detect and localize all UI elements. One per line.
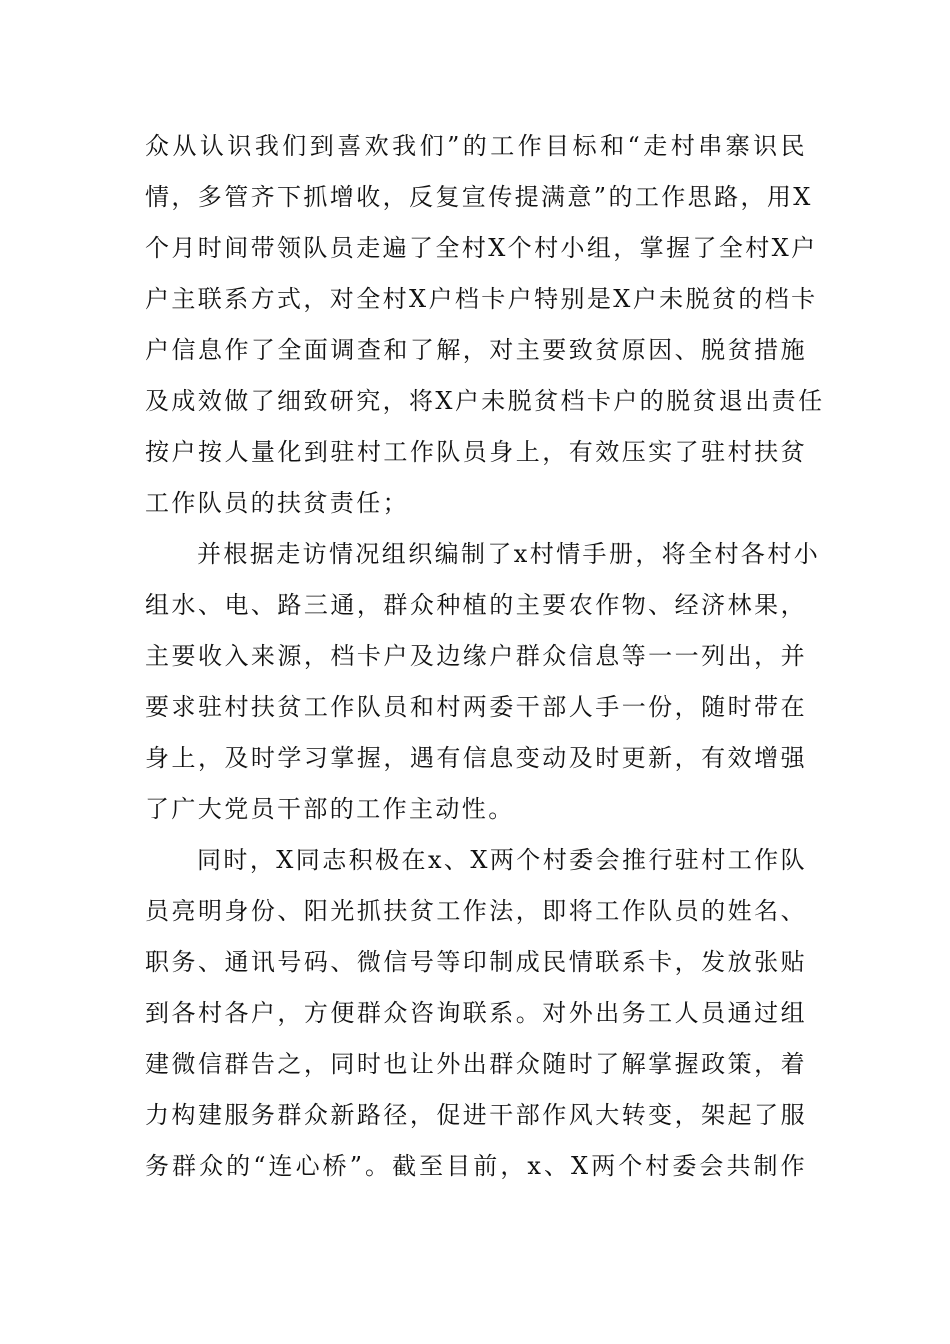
text-line: 职务、通讯号码、微信号等印制成民情联系卡，发放张贴 <box>145 948 807 976</box>
document-page <box>145 121 825 1192</box>
paragraph-1 <box>145 121 825 529</box>
text-line: 了广大党员干部的工作主动性。 <box>145 795 515 823</box>
text-line: 及成效做了细致研究，将X户未脱贫档卡户的脱贫退出责任 <box>145 387 825 415</box>
text-line: 力构建服务群众新路径，促进干部作风大转变，架起了服 <box>145 1101 807 1129</box>
text-line: 员亮明身份、阳光抓扶贫工作法，即将工作队员的姓名、 <box>145 897 807 925</box>
paragraph-2 <box>145 529 821 835</box>
text-line: 众从认识我们到喜欢我们”的工作目标和“走村串寨识民 <box>145 132 807 160</box>
text-line: 身上，及时学习掌握，遇有信息变动及时更新，有效增强 <box>145 744 807 772</box>
text-line: 到各村各户，方便群众咨询联系。对外出务工人员通过组 <box>145 999 807 1027</box>
text-line: 并根据走访情况组织编制了x村情手册，将全村各村小 <box>197 540 821 568</box>
text-line: 务群众的“连心桥”。截至目前，x、X两个村委会共制作 <box>145 1152 807 1180</box>
text-line: 户信息作了全面调查和了解，对主要致贫原因、脱贫措施 <box>145 336 807 364</box>
paragraph-3 <box>145 835 807 1192</box>
text-line: 个月时间带领队员走遍了全村X个村小组，掌握了全村X户 <box>145 234 818 262</box>
text-line: 按户按人量化到驻村工作队员身上，有效压实了驻村扶贫 <box>145 438 807 466</box>
text-line: 主要收入来源，档卡户及边缘户群众信息等一一列出，并 <box>145 642 807 670</box>
text-line: 情，多管齐下抓增收，反复宣传提满意”的工作思路，用X <box>145 183 813 211</box>
text-line: 建微信群告之，同时也让外出群众随时了解掌握政策，着 <box>145 1050 807 1078</box>
text-line: 户主联系方式，对全村X户档卡户特别是X户未脱贫的档卡 <box>145 285 818 313</box>
text-line: 组水、电、路三通，群众种植的主要农作物、经济林果， <box>145 591 807 619</box>
text-line: 要求驻村扶贫工作队员和村两委干部人手一份，随时带在 <box>145 693 807 721</box>
text-line: 同时，X同志积极在x、X两个村委会推行驻村工作队 <box>197 846 807 874</box>
text-line: 工作队员的扶贫责任； <box>145 489 409 517</box>
